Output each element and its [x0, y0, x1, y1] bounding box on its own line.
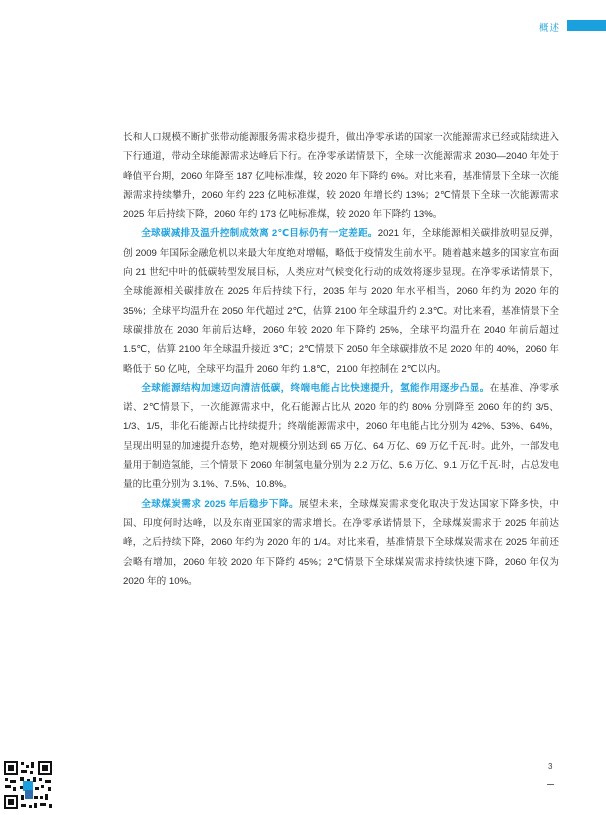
- paragraph-highlight: 全球煤炭需求 2025 年后稳步下降。: [141, 498, 299, 510]
- page-number: 3: [548, 762, 553, 771]
- paragraph-highlight: 全球碳减排及温升控制成效离 2℃目标仍有一定差距。: [141, 228, 378, 240]
- paragraph-highlight: 全球能源结构加速迈向清洁低碳，终端电能占比快速提升，氢能作用逐步凸显。: [141, 382, 490, 394]
- paragraph-text: 长和人口规模不断扩张带动能源服务需求稳步提升，做出净零承诺的国家一次能源需求已经或陆续进入下行通道，带动全球能源需求达峰后下行。在净零承诺情景下，全球一次能源需求 2030—2040 年处于峰值平台期，2060 年降至 187 亿吨标准煤，较 2020 年下降约 6%。对比来看，基准情景下全球一次能源需求持续攀升，2060 年约 223 亿吨标准煤，较 2020 年增长约 13%；2℃情景下全球一次能源需求 2025 年后持续下降，2060 年约 173 亿吨标准煤，较 2020 年下降约 13%。: [123, 132, 559, 221]
- section-color-bar: [567, 20, 606, 31]
- paragraph: [123, 495, 559, 591]
- paragraph: [123, 224, 559, 378]
- paragraph: [123, 379, 559, 495]
- body-text: [123, 128, 559, 591]
- page-number-rule: [547, 784, 554, 785]
- paragraph-text: 2021 年，全球能源相关碳排放明显反弹，创 2009 年国际金融危机以来最大年度绝对增幅，略低于疫情发生前水平。随着越来越多的国家宣布面向 21 世纪中叶的低碳转型发展目标，人类应对气候变化行动的成效将逐步显现。在净零承诺情景下，全球能源相关碳排放在 2025 年后持续下行，2035 年与 2020 年水平相当，2060 年约为 2020 年的 35%；全球平均温升在 2050 年代超过 2℃，估算 2100 年全球温升约 2.3℃。对比来看，基准情景下全球碳排放在 2030 年前后达峰，2060 年较 2020 年下降约 25%，全球平均温升在 2040 年前后超过 1.5℃，估算 2100 年全球温升接近 3℃；2℃情景下 2050 年全球碳排放不足 2020 年的 40%，2060 年略低于 50 亿吨，全球平均温升 2060 年约 1.8℃，2100 年控制在 2℃以内。: [123, 228, 559, 375]
- paragraph-text: 在基准、净零承诺、2℃情景下，一次能源需求中，化石能源占比从 2020 年的约 80% 分别降至 2060 年的约 3/5、1/3、1/5，非化石能源占比持续提升；终端能源需求中，2060 年电能占比分别为 42%、53%、64%，呈现出明显的加速提升态势，绝对规模分别达到 65 万亿、64 万亿、69 万亿千瓦·时。此外，一部发电量用于制造氢能，三个情景下 2060 年制氢电量分别为 2.2 万亿、5.6 万亿、9.1 万亿千瓦·时，占总发电量的比重分别为 3.1%、7.5%、10.8%。: [123, 382, 560, 491]
- qr-code-icon: [3, 760, 53, 810]
- section-label: 概述: [539, 23, 561, 34]
- paragraph: [123, 128, 559, 224]
- paragraph-text: 展望未来，全球煤炭需求变化取决于发达国家下降多快，中国、印度何时达峰，以及东南亚国家的需求增长。在净零承诺情景下，全球煤炭需求于 2025 年前达峰，之后持续下降，2060 年约为 2020 年的 1/4。对比来看，基准情景下全球煤炭需求在 2025 年前还会略有增加，2060 年较 2020 年下降约 45%；2℃情景下全球煤炭需求持续快速下降，2060 年仅为 2020 年的 10%。: [123, 498, 559, 587]
